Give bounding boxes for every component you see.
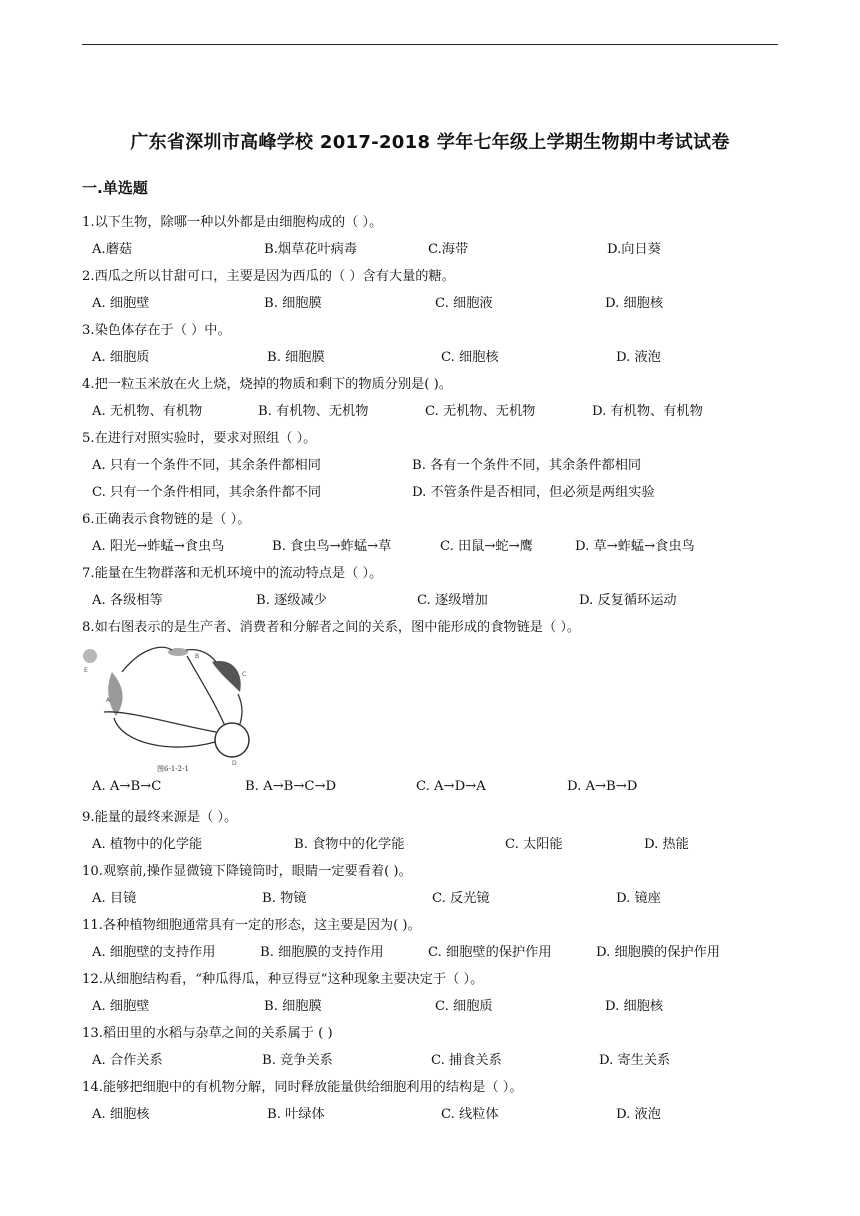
q12-option-c[interactable]: C. 细胞质 [435, 999, 493, 1014]
q13-option-b[interactable]: B. 竞争关系 [262, 1053, 333, 1068]
section-heading: 一.单选题 [82, 179, 148, 197]
q9-option-b[interactable]: B. 食物中的化学能 [294, 837, 405, 852]
question-13: 13.稻田里的水稻与杂草之间的关系属于 ( ) [82, 1026, 333, 1041]
q7-option-b[interactable]: B. 逐级减少 [256, 593, 327, 608]
q6-option-b[interactable]: B. 食虫鸟→蚱蜢→草 [272, 539, 392, 554]
q13-option-c[interactable]: C. 捕食关系 [431, 1053, 502, 1068]
page-title: 广东省深圳市高峰学校 2017-2018 学年七年级上学期生物期中考试试卷 [130, 132, 730, 153]
figure-caption: 图6-1-2-1 [157, 765, 189, 773]
q2-option-d[interactable]: D. 细胞核 [605, 296, 664, 311]
q4-option-a[interactable]: A. 无机物、有机物 [92, 404, 203, 419]
label-c: C [242, 671, 247, 678]
q3-option-b[interactable]: B. 细胞膜 [267, 350, 325, 365]
q2-option-b[interactable]: B. 细胞膜 [264, 296, 322, 311]
q9-option-d[interactable]: D. 热能 [644, 837, 689, 852]
q5-option-d[interactable]: D. 不管条件是否相同，但必须是两组实验 [412, 485, 655, 500]
question-5: 5.在进行对照实验时，要求对照组（ ）。 [82, 431, 317, 446]
food-web-figure [82, 642, 260, 776]
q14-option-c[interactable]: C. 线粒体 [441, 1107, 499, 1122]
q10-option-b[interactable]: B. 物镜 [262, 891, 307, 906]
q7-option-c[interactable]: C. 逐级增加 [417, 593, 488, 608]
label-e: E [84, 667, 88, 674]
q7-option-d[interactable]: D. 反复循环运动 [579, 593, 677, 608]
question-2: 2.西瓜之所以甘甜可口，主要是因为西瓜的（ ）含有大量的糖。 [82, 269, 455, 284]
q4-option-c[interactable]: C. 无机物、无机物 [425, 404, 536, 419]
q10-option-d[interactable]: D. 镜座 [616, 891, 661, 906]
question-4: 4.把一粒玉米放在火上烧，烧掉的物质和剩下的物质分别是( )。 [82, 377, 452, 392]
question-3: 3.染色体存在于（ ）中。 [82, 323, 231, 338]
question-12: 12.从细胞结构看，“种瓜得瓜，种豆得豆”这种现象主要决定于（ ）。 [82, 972, 484, 987]
arrow-c-d [238, 694, 242, 724]
arrow-a-b [122, 647, 172, 672]
q1-option-a[interactable]: A.蘑菇 [92, 242, 133, 257]
q8-option-d[interactable]: D. A→B→D [567, 779, 638, 794]
q13-option-d[interactable]: D. 寄生关系 [599, 1053, 671, 1068]
q14-option-b[interactable]: B. 叶绿体 [267, 1107, 325, 1122]
q9-option-a[interactable]: A. 植物中的化学能 [92, 837, 203, 852]
q5-option-a[interactable]: A. 只有一个条件不同，其余条件都相同 [92, 458, 321, 473]
q8-option-b[interactable]: B. A→B→C→D [245, 779, 337, 794]
q6-option-c[interactable]: C. 田鼠→蛇→鹰 [440, 539, 533, 554]
q6-option-a[interactable]: A. 阳光→蚱蜢→食虫鸟 [92, 539, 225, 554]
question-11: 11.各种植物细胞通常具有一定的形态，这主要是因为( )。 [82, 918, 421, 933]
q3-option-a[interactable]: A. 细胞质 [92, 350, 150, 365]
header-rule [82, 44, 778, 45]
q2-option-a[interactable]: A. 细胞壁 [92, 296, 150, 311]
question-7: 7.能量在生物群落和无机环境中的流动特点是（ ）。 [82, 566, 383, 581]
label-b: B [195, 653, 200, 660]
q3-option-d[interactable]: D. 液泡 [616, 350, 661, 365]
q12-option-a[interactable]: A. 细胞壁 [92, 999, 150, 1014]
q14-option-d[interactable]: D. 液泡 [616, 1107, 661, 1122]
question-14: 14.能够把细胞中的有机物分解，同时释放能量供给细胞利用的结构是（ ）。 [82, 1080, 523, 1095]
question-6: 6.正确表示食物链的是（ ）。 [82, 512, 251, 527]
question-1: 1.以下生物，除哪一种以外都是由细胞构成的（ ）。 [82, 215, 383, 230]
arrow-a-d [114, 718, 215, 747]
question-10: 10.观察前,操作显微镜下降镜筒时，眼睛一定要看着( )。 [82, 864, 412, 879]
question-8: 8.如右图表示的是生产者、消费者和分解者之间的关系，图中能形成的食物链是（ ）。 [82, 620, 581, 635]
q14-option-a[interactable]: A. 细胞核 [92, 1107, 150, 1122]
arrow-b-c [186, 650, 216, 662]
q6-option-d[interactable]: D. 草→蚱蜢→食虫鸟 [575, 539, 695, 554]
q3-option-c[interactable]: C. 细胞核 [441, 350, 499, 365]
label-d: D [232, 760, 237, 767]
q1-option-b[interactable]: B.烟草花叶病毒 [264, 242, 358, 257]
q4-option-b[interactable]: B. 有机物、无机物 [258, 404, 369, 419]
bird-icon [212, 661, 241, 692]
q8-option-c[interactable]: C. A→D→A [416, 779, 486, 794]
q5-option-b[interactable]: B. 各有一个条件不同，其余条件都相同 [412, 458, 642, 473]
q2-option-c[interactable]: C. 细胞液 [435, 296, 493, 311]
q11-option-a[interactable]: A. 细胞壁的支持作用 [92, 945, 216, 960]
q7-option-a[interactable]: A. 各级相等 [92, 593, 163, 608]
q11-option-c[interactable]: C. 细胞壁的保护作用 [428, 945, 552, 960]
label-a: A [106, 697, 111, 704]
plant-icon [108, 672, 122, 716]
q12-option-d[interactable]: D. 细胞核 [605, 999, 664, 1014]
q9-option-c[interactable]: C. 太阳能 [505, 837, 563, 852]
q1-option-c[interactable]: C.海带 [428, 242, 469, 257]
q8-option-a[interactable]: A. A→B→C [92, 779, 162, 794]
q10-option-a[interactable]: A. 目镜 [92, 891, 137, 906]
q10-option-c[interactable]: C. 反光镜 [432, 891, 490, 906]
q5-option-c[interactable]: C. 只有一个条件相同，其余条件都不同 [92, 485, 322, 500]
q4-option-d[interactable]: D. 有机物、有机物 [592, 404, 703, 419]
q1-option-d[interactable]: D.向日葵 [607, 242, 661, 257]
q13-option-a[interactable]: A. 合作关系 [92, 1053, 163, 1068]
decomposer-circle [215, 723, 249, 757]
question-9: 9.能量的最终来源是（ ）。 [82, 810, 238, 825]
q12-option-b[interactable]: B. 细胞膜 [264, 999, 322, 1014]
q11-option-d[interactable]: D. 细胞膜的保护作用 [596, 945, 720, 960]
sun-icon [83, 649, 97, 663]
q11-option-b[interactable]: B. 细胞膜的支持作用 [260, 945, 384, 960]
